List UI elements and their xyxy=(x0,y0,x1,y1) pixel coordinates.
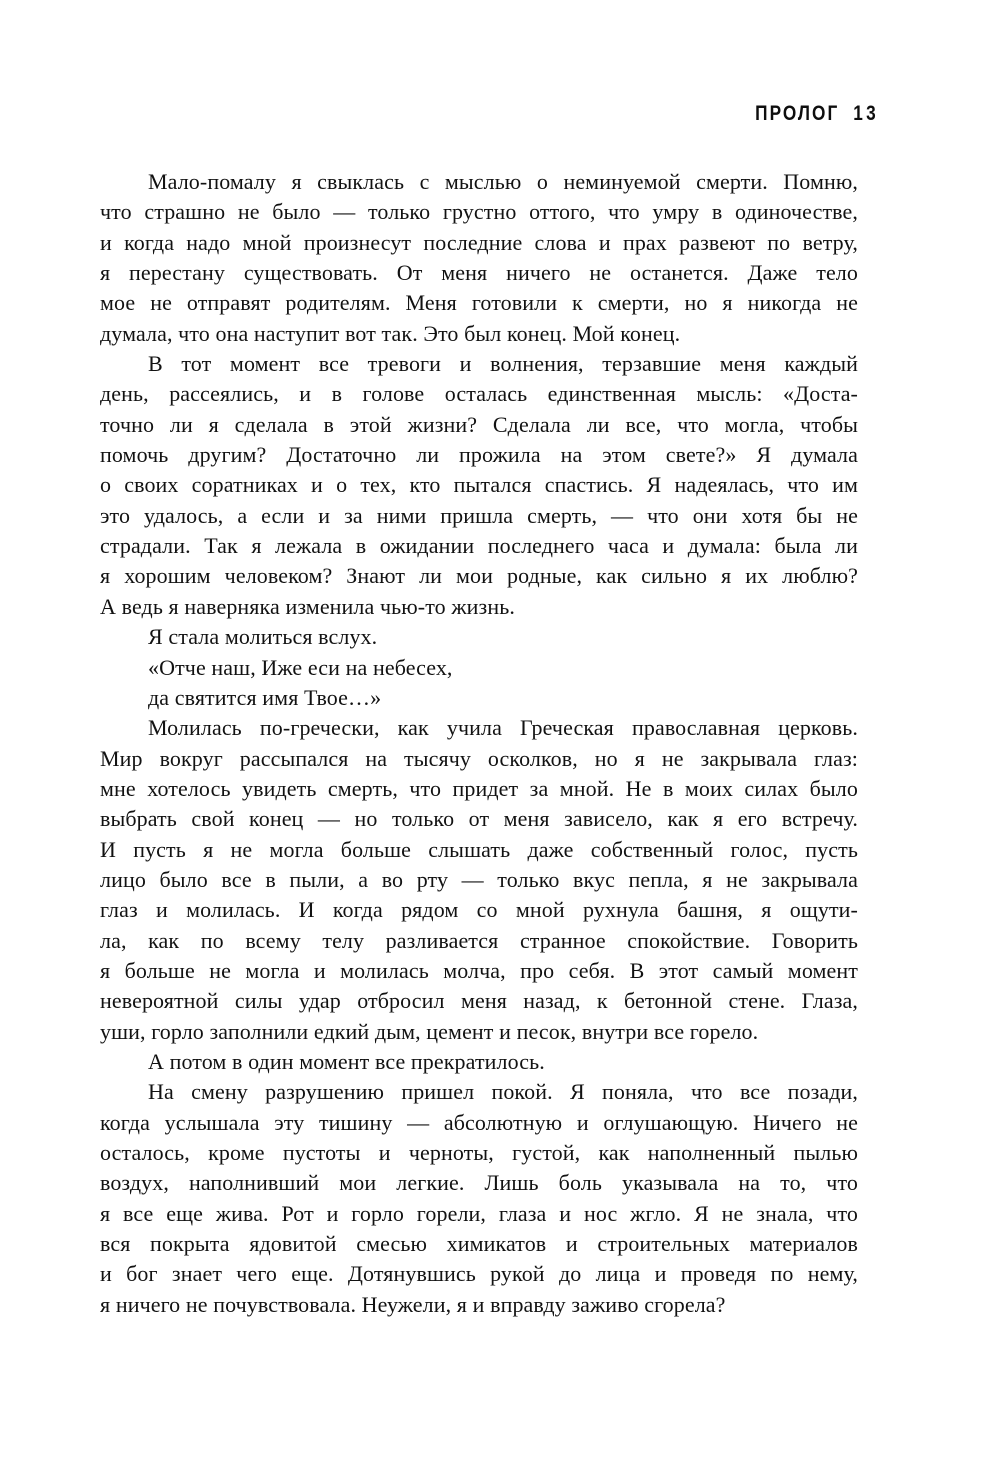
text-line: я все еще жива. Рот и горло горели, глаза и нос жгло. Я не знала, что xyxy=(100,1200,858,1226)
text-line: Я стала молиться вслух. xyxy=(148,624,378,650)
section-title: ПРОЛОГ xyxy=(755,102,840,125)
text-line: лицо было все в пыли, а во рту — только вкус пепла, я не закрывала xyxy=(100,866,858,892)
text-line: воздух, наполнивший мои легкие. Лишь боль указывала на то, что xyxy=(100,1170,858,1196)
text-line: А потом в один момент все прекратилось. xyxy=(148,1048,545,1074)
text-line: мне хотелось увидеть смерть, что придет за мной. Не в моих силах было xyxy=(100,775,858,801)
text-line: Мало-помалу я свыклась с мыслью о неминуемой смерти. Помню, xyxy=(148,169,858,194)
text-line: невероятной силы удар отбросил меня назад, к бетонной стене. Глаза, xyxy=(100,988,858,1014)
text-line: я перестану существовать. От меня ничего не останется. Даже тело xyxy=(100,260,858,286)
paragraph xyxy=(100,683,858,713)
text-line: день, рассеялись, и в голове осталась единственная мысль: «Доста- xyxy=(100,381,858,407)
text-line: о своих соратниках и о тех, кто пытался спастись. Я надеялась, что им xyxy=(100,472,858,498)
text-line: В тот момент все тревоги и волнения, терзавшие меня каждый xyxy=(148,351,858,377)
text-line: когда услышала эту тишину — абсолютную и оглушающую. Ничего не xyxy=(100,1109,858,1135)
paragraph xyxy=(100,713,858,1047)
text-line: На смену разрушению пришел покой. Я поняла, что все позади, xyxy=(148,1079,858,1105)
text-line: думала, что она наступит вот так. Это был конец. Мой конец. xyxy=(100,320,681,346)
text-line: Молилась по-гречески, как учила Греческая православная церковь. xyxy=(148,715,858,741)
paragraph xyxy=(100,167,858,349)
text-line: И пусть я не могла больше слышать даже собственный голос, пусть xyxy=(100,836,858,862)
paragraph xyxy=(100,1077,858,1320)
paragraph xyxy=(100,349,858,622)
paragraph xyxy=(100,653,858,683)
text-line: и когда надо мной произнесут последние слова и прах развеют по ветру, xyxy=(100,229,858,255)
text-line: страдали. Так я лежала в ожидании последнего часа и думала: была ли xyxy=(100,533,858,559)
text-line: вся покрыта ядовитой смесью химикатов и строительных материалов xyxy=(100,1231,858,1257)
text-line: А ведь я наверняка изменила чью-то жизнь. xyxy=(100,593,515,619)
text-line: мое не отправят родителям. Меня готовили к смерти, но я никогда не xyxy=(100,290,858,316)
text-line: осталось, кроме пустоты и черноты, густой, как наполненный пылью xyxy=(100,1140,858,1165)
text-line: ла, как по всему телу разливается странное спокойствие. Говорить xyxy=(100,927,858,953)
text-line: точно ли я сделала в этой жизни? Сделала ли все, что могла, чтобы xyxy=(100,411,858,437)
text-line: «Отче наш, Иже еси на небесех, xyxy=(148,654,453,680)
text-block xyxy=(100,167,858,1320)
text-line: уши, горло заполнили едкий дым, цемент и песок, внутри все горело. xyxy=(100,1018,759,1044)
paragraph xyxy=(100,1047,858,1077)
paragraph xyxy=(100,622,858,652)
text-line: это удалось, а если и за ними пришла смерть, — что они хотя бы не xyxy=(100,502,858,528)
text-line: я больше не могла и молилась молча, про себя. В этот самый момент xyxy=(100,957,858,983)
text-line: и бог знает чего еще. Дотянувшись рукой до лица и проведя по нему, xyxy=(100,1261,858,1287)
text-line: выбрать свой конец — но только от меня зависело, как я его встречу. xyxy=(100,806,858,832)
page-number: 13 xyxy=(853,102,879,125)
text-line: я хорошим человеком? Знают ли мои родные, как сильно я их люблю? xyxy=(100,563,858,589)
text-line: Мир вокруг рассыпался на тысячу осколков, но я не закрывала глаз: xyxy=(100,745,858,771)
text-line: я ничего не почувствовала. Неужели, я и вправду заживо сгорела? xyxy=(100,1291,726,1317)
text-line: да святится имя Твое…» xyxy=(148,684,382,710)
text-line: помочь другим? Достаточно ли прожила на этом свете?» Я думала xyxy=(100,442,858,468)
running-head xyxy=(755,103,879,125)
text-line: что страшно не было — только грустно оттого, что умру в одиночестве, xyxy=(100,199,858,225)
text-line: глаз и молилась. И когда рядом со мной рухнула башня, я ощути- xyxy=(100,897,858,923)
